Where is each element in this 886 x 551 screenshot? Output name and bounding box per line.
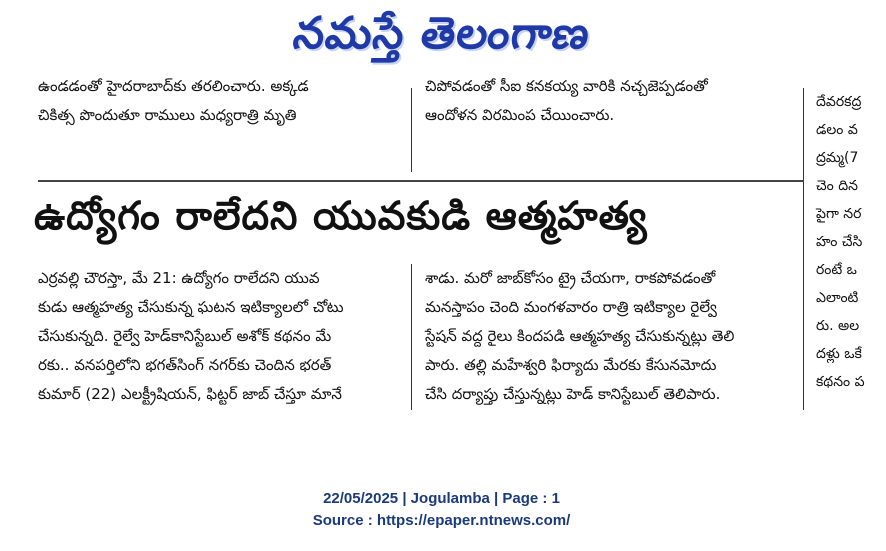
text-line: పారు. తల్లి మహేశ్వరి ఫిర్యాదు మేరకు కేసునమోదు	[425, 356, 717, 374]
text-line: శాడు. మరో జాబ్‌కోసం ట్రై చేయగా, రాకపోవడంతో	[425, 269, 716, 287]
date-edition-line: 22/05/2025 | Jogulamba | Page : 1	[323, 490, 560, 507]
column-divider	[411, 264, 412, 410]
column-divider	[803, 88, 804, 410]
text-line: ద్రమ్మ(7	[816, 150, 859, 166]
text-line: స్టేషన్ వద్ద రైలు కిందపడి ఆత్మహత్య చేసుకున్నట్లు తెలి	[425, 327, 735, 345]
text-line: ఆందోళన విరమింప చేయించారు.	[425, 106, 615, 124]
text-line: దళ్లు ఒకే	[816, 346, 862, 362]
text-line: హం చేసి	[816, 234, 863, 250]
text-line: రు. అల	[816, 318, 860, 334]
source-footer	[0, 488, 883, 532]
text-line: ఉండడంతో హైదరాబాద్‌కు తరలించారు. అక్కడ	[38, 77, 309, 95]
side-article-column	[816, 88, 886, 396]
newspaper-logo: నమస్తే తెలంగాణ	[290, 8, 594, 59]
prev-article-mid-column	[425, 77, 785, 130]
text-line: చేసుకున్నది. రైల్వే హెడ్‌కానిస్టేబుల్ అశోక్ కథనం మే	[38, 327, 332, 345]
text-line: చెం దిన	[816, 178, 858, 194]
text-line: ఎర్రవల్లి చౌరస్తా, మే 21: ఉద్యోగం రాలేదని యువ	[38, 269, 320, 287]
newspaper-clipping	[0, 77, 883, 418]
text-line: డలం వ	[816, 122, 858, 138]
column-divider	[411, 88, 412, 172]
text-line: కథనం ప	[816, 374, 865, 390]
text-line: దేవరకద్ర	[816, 94, 862, 110]
article-separator	[38, 180, 804, 182]
article-column-1	[38, 264, 396, 409]
text-line: రకు.. వనపర్తిలోని భగత్‌సింగ్ నగర్‌కు చెందిన భరత్	[38, 356, 332, 374]
text-line: కుమార్ (22) ఎలక్ట్రీషియన్, ఫిట్టర్ జాబ్ చేస్తూ మానే	[38, 385, 342, 403]
article-headline: ఉద్యోగం రాలేదని యువకుడి ఆత్మహత్య	[34, 194, 648, 239]
text-line: ఎలాంటి	[816, 290, 859, 306]
text-line: రంటే ఒ	[816, 262, 857, 278]
source-url-line: Source : https://epaper.ntnews.com/	[312, 512, 571, 529]
prev-article-left-column	[38, 77, 396, 130]
text-line: మనస్తాపం చెంది మంగళవారం రాత్రి ఇటిక్యాల రైల్వే	[425, 298, 717, 316]
masthead	[0, 0, 883, 78]
text-line: చిపోవడంతో సీఐ కనకయ్య వారికి నచ్చజెప్పడంతో	[425, 77, 708, 95]
text-line: కుడు ఆత్మహత్య చేసుకున్న ఘటన ఇటిక్యాలలో చోటు	[38, 298, 344, 316]
text-line: పైగా నర	[816, 206, 862, 222]
text-line: చికిత్స పొందుతూ రాములు మధ్యరాత్రి మృతి	[38, 106, 297, 124]
article-column-2	[425, 264, 785, 409]
text-line: చేసి దర్యాప్తు చేస్తున్నట్లు హెడ్ కానిస్టేబుల్ తెలిపారు.	[425, 385, 721, 403]
